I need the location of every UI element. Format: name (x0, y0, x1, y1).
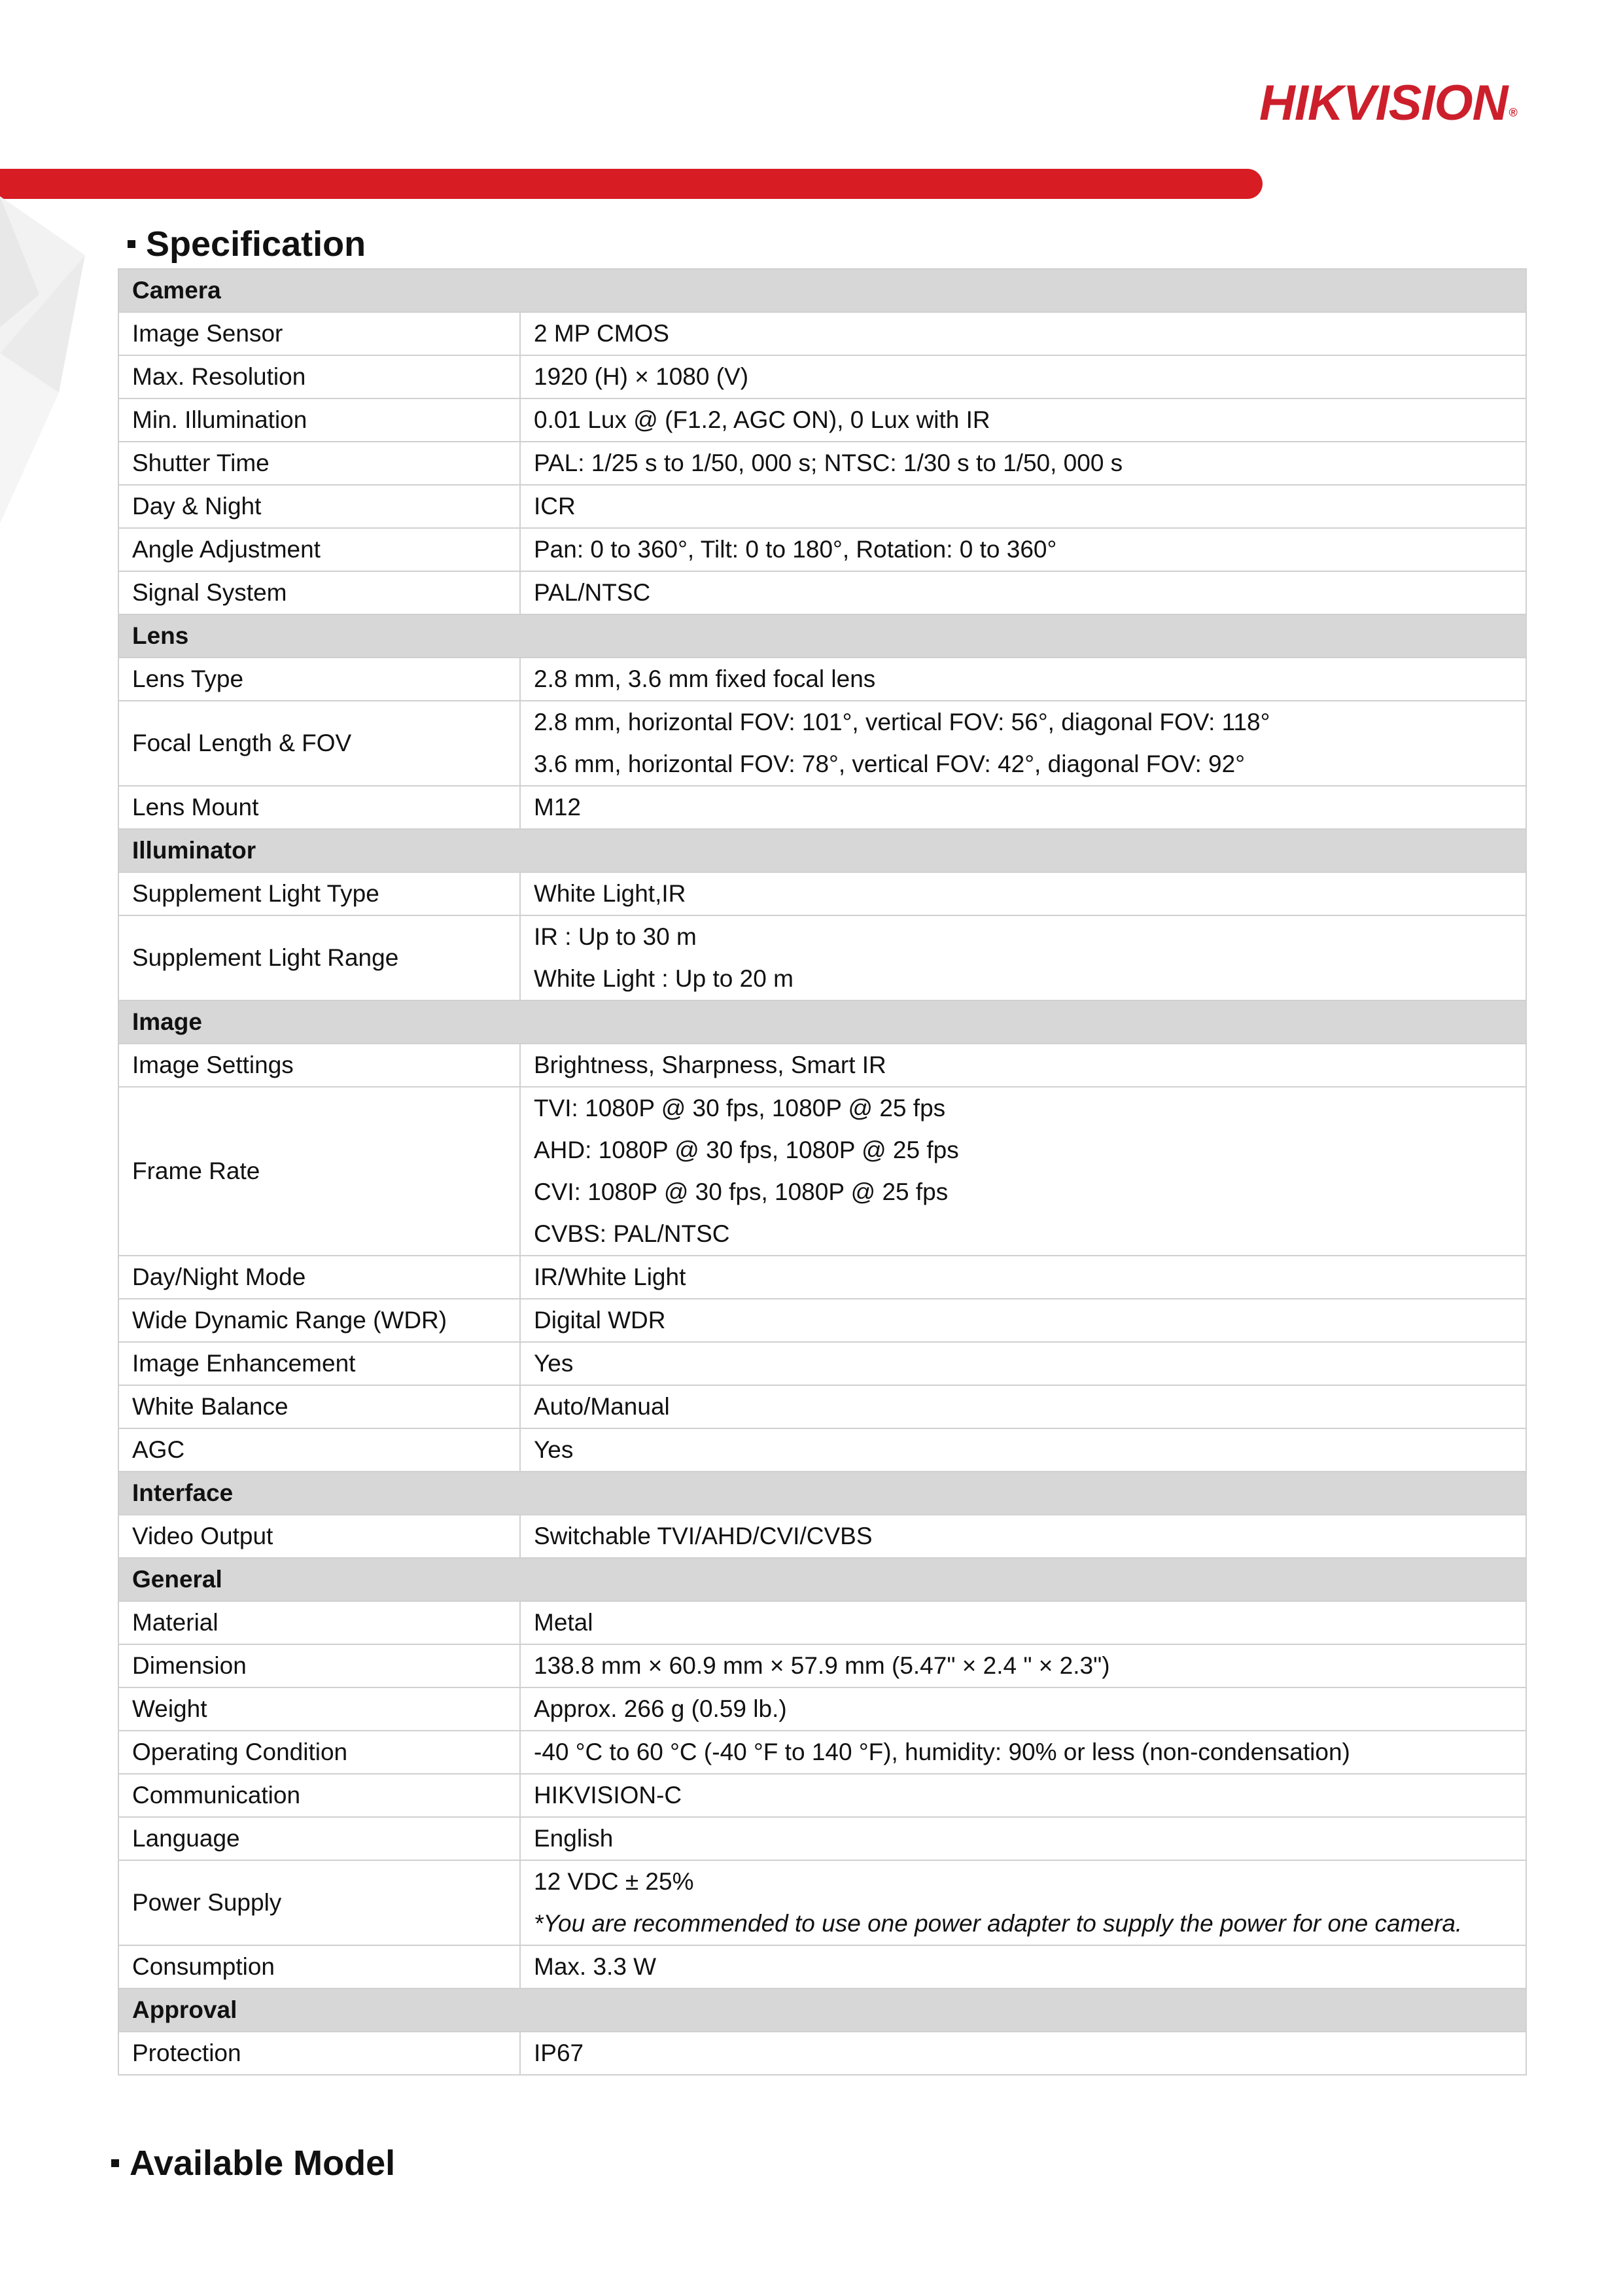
spec-value-cell (520, 1601, 1526, 1644)
section-header-row (118, 829, 1526, 872)
spec-value-cell (520, 1817, 1526, 1860)
spec-value: White Light : Up to 20 m (534, 965, 794, 992)
hikvision-logo (1259, 77, 1517, 130)
spec-value-cell (520, 1044, 1526, 1087)
available-model-heading (111, 2144, 395, 2183)
spec-value: White Light,IR (534, 880, 686, 907)
table-row (118, 1687, 1526, 1731)
spec-value-cell (520, 1774, 1526, 1817)
spec-label: AGC (118, 1428, 520, 1472)
registered-mark: ® (1509, 106, 1517, 119)
spec-label: Video Output (118, 1515, 520, 1558)
spec-value: 3.6 mm, horizontal FOV: 78°, vertical FOV: 42°, diagonal FOV: 92° (534, 751, 1246, 777)
spec-value-cell (520, 701, 1526, 786)
spec-value: 2 MP CMOS (534, 320, 669, 347)
spec-label: Lens Type (118, 658, 520, 701)
specification-heading-text: Specification (146, 224, 366, 264)
spec-value: 138.8 mm × 60.9 mm × 57.9 mm (5.47" × 2.4 " × 2.3") (534, 1652, 1110, 1679)
table-row (118, 1044, 1526, 1087)
section-title: Illuminator (118, 829, 1526, 872)
table-row (118, 1428, 1526, 1472)
spec-value: CVBS: PAL/NTSC (534, 1220, 730, 1247)
section-title: Camera (118, 269, 1526, 312)
spec-label: Day & Night (118, 485, 520, 528)
section-header-row (118, 1988, 1526, 2032)
table-row (118, 1644, 1526, 1687)
spec-value: TVI: 1080P @ 30 fps, 1080P @ 25 fps (534, 1095, 946, 1122)
section-title: General (118, 1558, 1526, 1601)
spec-value-cell (520, 1945, 1526, 1988)
spec-value-cell (520, 1428, 1526, 1472)
spec-value-cell (520, 658, 1526, 701)
section-title: Approval (118, 1988, 1526, 2032)
table-row (118, 1087, 1526, 1256)
spec-value-cell (520, 485, 1526, 528)
table-row (118, 1515, 1526, 1558)
spec-value: Yes (534, 1436, 574, 1463)
spec-label: Supplement Light Type (118, 872, 520, 915)
table-row (118, 1299, 1526, 1342)
table-row (118, 786, 1526, 829)
spec-label: Angle Adjustment (118, 528, 520, 571)
spec-value-cell (520, 1342, 1526, 1385)
spec-value-cell (520, 1860, 1526, 1945)
specification-table (118, 268, 1527, 2075)
decorative-triangles (0, 196, 92, 537)
spec-label: Supplement Light Range (118, 915, 520, 1000)
spec-value: Digital WDR (534, 1307, 666, 1333)
spec-value-cell (520, 2032, 1526, 2075)
table-row (118, 571, 1526, 614)
table-row (118, 1256, 1526, 1299)
spec-label: Shutter Time (118, 442, 520, 485)
spec-value: Yes (534, 1350, 574, 1377)
spec-value: 0.01 Lux @ (F1.2, AGC ON), 0 Lux with IR (534, 406, 990, 433)
spec-label: Image Settings (118, 1044, 520, 1087)
header-red-bar (0, 169, 1263, 199)
spec-label: Protection (118, 2032, 520, 2075)
spec-label: Material (118, 1601, 520, 1644)
table-row (118, 1601, 1526, 1644)
spec-label: Communication (118, 1774, 520, 1817)
spec-value: Approx. 266 g (0.59 lb.) (534, 1695, 787, 1722)
spec-note: *You are recommended to use one power adapter to supply the power for one camera. (534, 1910, 1463, 1937)
spec-label: Dimension (118, 1644, 520, 1687)
spec-value-cell (520, 1385, 1526, 1428)
spec-value: Brightness, Sharpness, Smart IR (534, 1051, 886, 1078)
spec-label: White Balance (118, 1385, 520, 1428)
spec-value-cell (520, 442, 1526, 485)
logo-text: HIKVISION (1259, 75, 1508, 131)
spec-label: Language (118, 1817, 520, 1860)
spec-value-cell (520, 1687, 1526, 1731)
spec-value-cell (520, 1087, 1526, 1256)
spec-value-cell (520, 1731, 1526, 1774)
spec-value: ICR (534, 493, 576, 520)
spec-label: Lens Mount (118, 786, 520, 829)
spec-value-cell (520, 915, 1526, 1000)
spec-value: Metal (534, 1609, 593, 1636)
section-header-row (118, 1472, 1526, 1515)
spec-value: Max. 3.3 W (534, 1953, 657, 1980)
table-row (118, 915, 1526, 1000)
table-row (118, 528, 1526, 571)
table-row (118, 701, 1526, 786)
table-row (118, 1342, 1526, 1385)
section-title: Lens (118, 614, 1526, 658)
spec-label: Image Enhancement (118, 1342, 520, 1385)
spec-label: Consumption (118, 1945, 520, 1988)
spec-value-cell (520, 1515, 1526, 1558)
spec-value-cell (520, 312, 1526, 355)
table-row (118, 1945, 1526, 1988)
spec-value-cell (520, 571, 1526, 614)
spec-value: PAL: 1/25 s to 1/50, 000 s; NTSC: 1/30 s to 1/50, 000 s (534, 450, 1123, 476)
spec-label: Operating Condition (118, 1731, 520, 1774)
section-title: Image (118, 1000, 1526, 1044)
spec-label: Signal System (118, 571, 520, 614)
bullet-icon (128, 240, 135, 248)
table-row (118, 2032, 1526, 2075)
spec-value: Auto/Manual (534, 1393, 670, 1420)
table-row (118, 485, 1526, 528)
spec-label: Focal Length & FOV (118, 701, 520, 786)
spec-label: Wide Dynamic Range (WDR) (118, 1299, 520, 1342)
spec-label: Day/Night Mode (118, 1256, 520, 1299)
spec-value: M12 (534, 794, 581, 821)
spec-label: Image Sensor (118, 312, 520, 355)
table-row (118, 1817, 1526, 1860)
spec-value-cell (520, 528, 1526, 571)
table-row (118, 1774, 1526, 1817)
section-header-row (118, 1558, 1526, 1601)
spec-value: CVI: 1080P @ 30 fps, 1080P @ 25 fps (534, 1178, 949, 1205)
spec-value-cell (520, 355, 1526, 398)
spec-value-cell (520, 1644, 1526, 1687)
spec-value-cell (520, 786, 1526, 829)
spec-value-cell (520, 398, 1526, 442)
spec-value: 2.8 mm, horizontal FOV: 101°, vertical FOV: 56°, diagonal FOV: 118° (534, 709, 1270, 735)
spec-value: IR : Up to 30 m (534, 923, 697, 950)
specification-heading (128, 224, 366, 264)
spec-value: 12 VDC ± 25% (534, 1868, 694, 1895)
spec-value: HIKVISION-C (534, 1782, 682, 1809)
section-header-row (118, 269, 1526, 312)
spec-value: Switchable TVI/AHD/CVI/CVBS (534, 1523, 873, 1549)
spec-value-cell (520, 1299, 1526, 1342)
spec-value: 2.8 mm, 3.6 mm fixed focal lens (534, 665, 876, 692)
table-row (118, 1860, 1526, 1945)
spec-value-cell (520, 872, 1526, 915)
section-header-row (118, 614, 1526, 658)
table-row (118, 355, 1526, 398)
spec-value: Pan: 0 to 360°, Tilt: 0 to 180°, Rotation: 0 to 360° (534, 536, 1057, 563)
spec-value: 1920 (H) × 1080 (V) (534, 363, 749, 390)
table-row (118, 398, 1526, 442)
spec-label: Min. Illumination (118, 398, 520, 442)
spec-value: -40 °C to 60 °C (-40 °F to 140 °F), humidity: 90% or less (non-condensation) (534, 1739, 1350, 1765)
available-model-heading-text: Available Model (130, 2144, 396, 2183)
spec-label: Weight (118, 1687, 520, 1731)
spec-label: Max. Resolution (118, 355, 520, 398)
table-row (118, 442, 1526, 485)
spec-value: English (534, 1825, 614, 1852)
spec-label: Power Supply (118, 1860, 520, 1945)
table-row (118, 312, 1526, 355)
section-header-row (118, 1000, 1526, 1044)
spec-value-cell (520, 1256, 1526, 1299)
spec-value: IR/White Light (534, 1263, 686, 1290)
table-row (118, 658, 1526, 701)
spec-value: PAL/NTSC (534, 579, 651, 606)
spec-value: AHD: 1080P @ 30 fps, 1080P @ 25 fps (534, 1137, 959, 1163)
spec-value: IP67 (534, 2040, 584, 2066)
spec-label: Frame Rate (118, 1087, 520, 1256)
section-title: Interface (118, 1472, 1526, 1515)
table-row (118, 872, 1526, 915)
table-row (118, 1731, 1526, 1774)
bullet-icon (111, 2159, 119, 2167)
table-row (118, 1385, 1526, 1428)
